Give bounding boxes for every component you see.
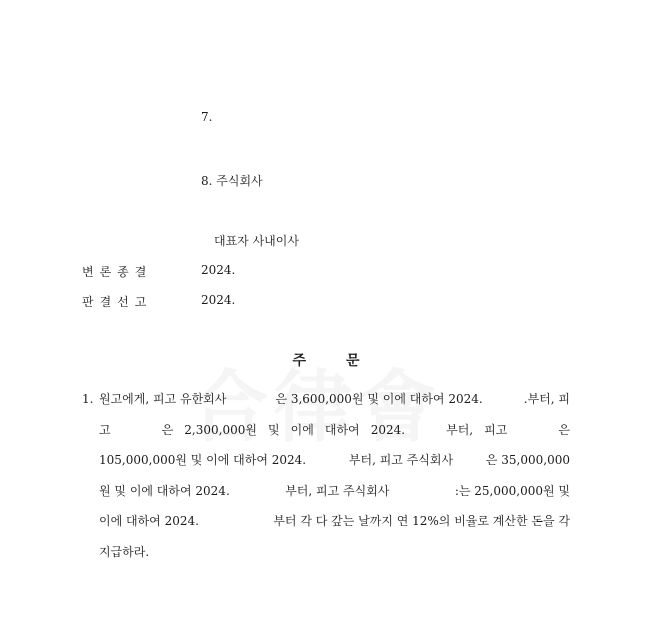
- closing-date: 2024.: [201, 263, 236, 277]
- order-line-4: 원 및 이에 대하여 2024. 부터, 피고 주식회사 :는 25,000,000원 및: [99, 483, 570, 498]
- order-line-5: 이에 대하여 2024. 부터 각 다 갚는 날까지 연 12%의 비율로 계산한 돈을 각: [99, 514, 570, 528]
- order-line-6: 지급하라.: [99, 544, 150, 559]
- order-line-1: 원고에게, 피고 유한회사 은 3,600,000원 및 이에 대하여 2024. .부터, 피: [99, 392, 570, 406]
- order-heading-left: 주: [292, 353, 306, 369]
- party-8: 8. 주식회사: [201, 174, 263, 188]
- order-line-2: 고 은 2,300,000원 및 이에 대하여 2024. 부터, 피고 은: [99, 422, 570, 437]
- judgment-label: 판결선고: [82, 295, 153, 309]
- party-8-representative: 대표자 사내이사: [214, 234, 299, 248]
- judgment-date: 2024.: [201, 293, 236, 307]
- order-heading-right: 문: [346, 353, 360, 369]
- order-body: [82, 384, 570, 567]
- party-7: 7.: [201, 110, 213, 124]
- order-line-3: 105,000,000원 및 이에 대하여 2024. 부터, 피고 주식회사 은 35,000,000: [99, 453, 570, 467]
- order-item-number: 1.: [82, 392, 94, 406]
- order-heading: [0, 350, 652, 370]
- closing-label: 변론종결: [82, 265, 153, 279]
